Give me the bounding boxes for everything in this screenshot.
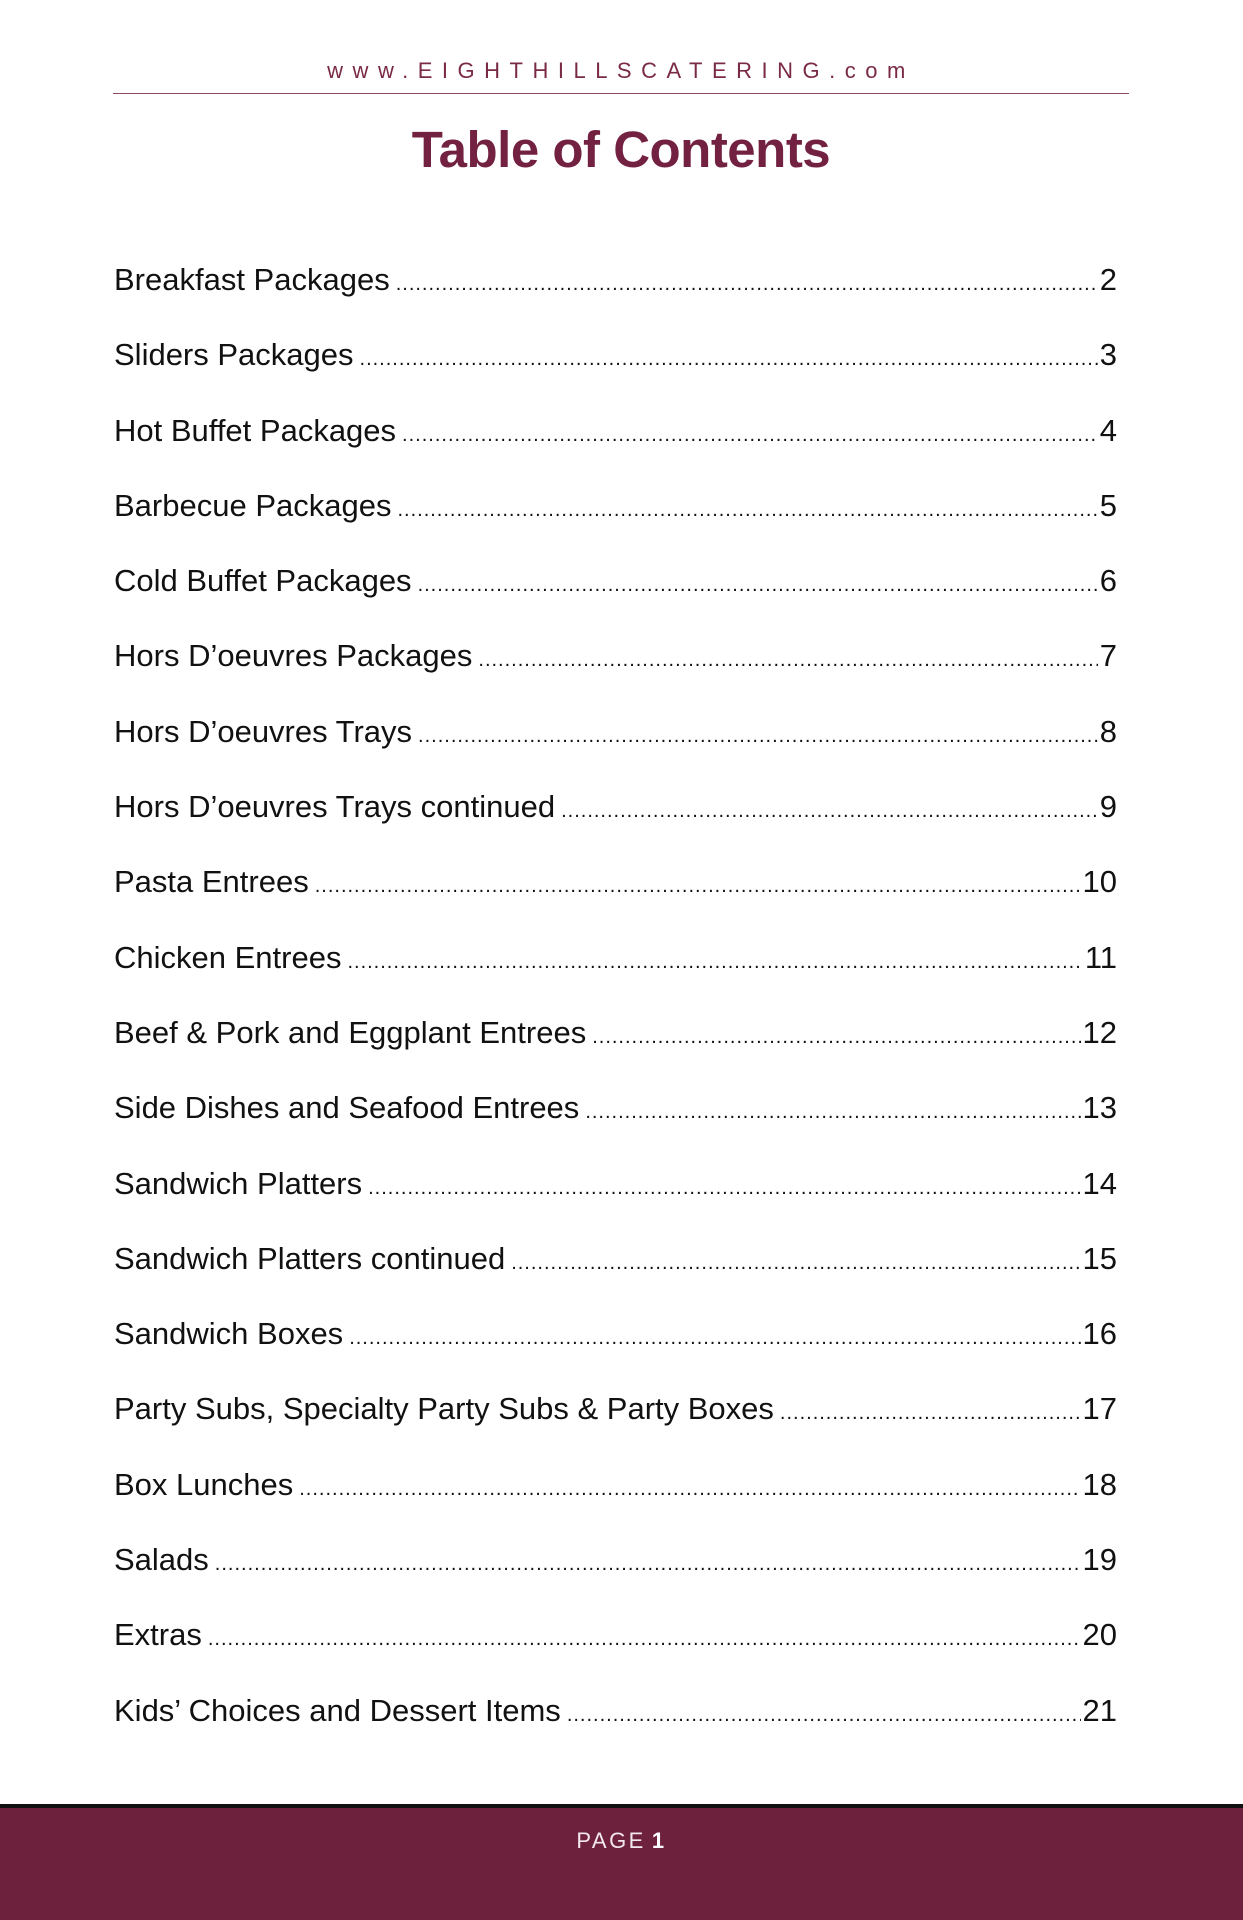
toc-entry — [114, 1609, 1117, 1684]
toc-dot-leader — [397, 484, 1097, 536]
toc-entry — [114, 856, 1117, 931]
toc-dot-leader — [208, 1613, 1081, 1665]
toc-entry — [114, 1383, 1117, 1458]
toc-entry-label: Chicken Entrees — [114, 939, 342, 975]
toc-entry — [114, 254, 1117, 329]
toc-entry — [114, 630, 1117, 705]
footer-page-label: PAGE — [576, 1828, 646, 1853]
toc-entry — [114, 555, 1117, 630]
header-divider — [113, 93, 1129, 94]
toc-entry — [114, 1685, 1117, 1760]
toc-entry-label: Box Lunches — [114, 1466, 294, 1502]
toc-entry-page-number: 12 — [1082, 1014, 1117, 1050]
toc-entry-label: Hors D’oeuvres Trays continued — [114, 789, 556, 825]
toc-entry-page-number: 16 — [1082, 1316, 1117, 1352]
toc-entry-label: Beef & Pork and Eggplant Entrees — [114, 1014, 587, 1050]
toc-entry — [114, 1308, 1117, 1383]
toc-dot-leader — [360, 333, 1098, 385]
toc-entry-label: Salads — [114, 1542, 209, 1578]
toc-entry — [114, 1459, 1117, 1534]
toc-entry-label: Sliders Packages — [114, 337, 354, 373]
page-title: Table of Contents — [411, 121, 831, 178]
toc-entry-page-number: 10 — [1082, 864, 1117, 900]
toc-entry-page-number: 6 — [1099, 563, 1117, 599]
toc-entry-page-number: 19 — [1082, 1542, 1117, 1578]
toc-entry-label: Sandwich Platters continued — [114, 1240, 506, 1276]
toc-dot-leader — [315, 860, 1081, 912]
footer-page-indicator — [0, 1828, 1243, 1854]
toc-entry-page-number: 7 — [1099, 638, 1117, 674]
toc-entry-label: Hors D’oeuvres Packages — [114, 638, 473, 674]
toc-dot-leader — [592, 1011, 1080, 1063]
toc-entry-page-number: 20 — [1082, 1617, 1117, 1653]
toc-dot-leader — [396, 258, 1098, 310]
toc-entry — [114, 706, 1117, 781]
toc-dot-leader — [585, 1086, 1080, 1138]
toc-entry-page-number: 17 — [1082, 1391, 1117, 1427]
toc-entry-label: Hors D’oeuvres Trays — [114, 713, 413, 749]
toc-dot-leader — [418, 559, 1098, 611]
toc-entry-page-number: 13 — [1082, 1090, 1117, 1126]
toc-entry-label: Breakfast Packages — [114, 262, 390, 297]
toc-dot-leader — [215, 1538, 1081, 1590]
toc-entry-page-number: 11 — [1084, 939, 1117, 975]
toc-entry-label: Extras — [114, 1617, 202, 1653]
toc-entry — [114, 1534, 1117, 1609]
toc-entry-page-number: 18 — [1082, 1466, 1117, 1502]
footer-page-number: 1 — [651, 1828, 667, 1853]
toc-entry — [114, 1158, 1117, 1233]
toc-entry-page-number: 15 — [1082, 1240, 1117, 1276]
toc-entry-label: Side Dishes and Seafood Entrees — [114, 1090, 580, 1126]
toc-entry-page-number: 4 — [1099, 412, 1117, 448]
toc-dot-leader — [418, 710, 1098, 762]
toc-entry-label: Pasta Entrees — [114, 864, 309, 900]
toc-entry-page-number: 9 — [1099, 789, 1117, 825]
toc-dot-leader — [347, 936, 1082, 988]
toc-entry-label: Hot Buffet Packages — [114, 412, 397, 448]
toc-entry — [114, 781, 1117, 856]
toc-entry-label: Sandwich Boxes — [114, 1316, 344, 1352]
toc-entry-label: Cold Buffet Packages — [114, 563, 412, 599]
toc-entry — [114, 405, 1117, 480]
toc-entry-page-number: 21 — [1082, 1692, 1117, 1728]
toc-entry — [114, 480, 1117, 555]
toc-entry-page-number: 2 — [1099, 262, 1117, 297]
toc-dot-leader — [567, 1689, 1081, 1741]
toc-entry — [114, 1007, 1117, 1082]
footer-bar — [0, 1808, 1243, 1920]
toc-dot-leader — [299, 1463, 1080, 1515]
toc-dot-leader — [402, 409, 1098, 461]
toc-entry-label: Barbecue Packages — [114, 487, 392, 523]
toc-entry — [114, 932, 1117, 1007]
toc-entry-page-number: 8 — [1099, 713, 1117, 749]
toc-dot-leader — [561, 785, 1098, 837]
website-url: www.EIGHTHILLSCATERING.com — [327, 58, 915, 83]
toc-entry-label: Kids’ Choices and Dessert Items — [114, 1692, 561, 1728]
table-of-contents — [114, 254, 1117, 1760]
toc-dot-leader — [780, 1387, 1081, 1439]
toc-dot-leader — [368, 1162, 1080, 1214]
toc-entry-label: Sandwich Platters — [114, 1165, 363, 1201]
toc-entry — [114, 1082, 1117, 1157]
toc-entry — [114, 329, 1117, 404]
toc-entry-page-number: 5 — [1099, 487, 1117, 523]
toc-dot-leader — [478, 634, 1097, 686]
toc-dot-leader — [349, 1312, 1080, 1364]
toc-entry-page-number: 14 — [1082, 1165, 1117, 1201]
toc-dot-leader — [511, 1237, 1080, 1289]
toc-entry — [114, 1233, 1117, 1308]
toc-entry-label: Party Subs, Specialty Party Subs & Party Boxes — [114, 1391, 774, 1427]
toc-entry-page-number: 3 — [1099, 337, 1117, 373]
